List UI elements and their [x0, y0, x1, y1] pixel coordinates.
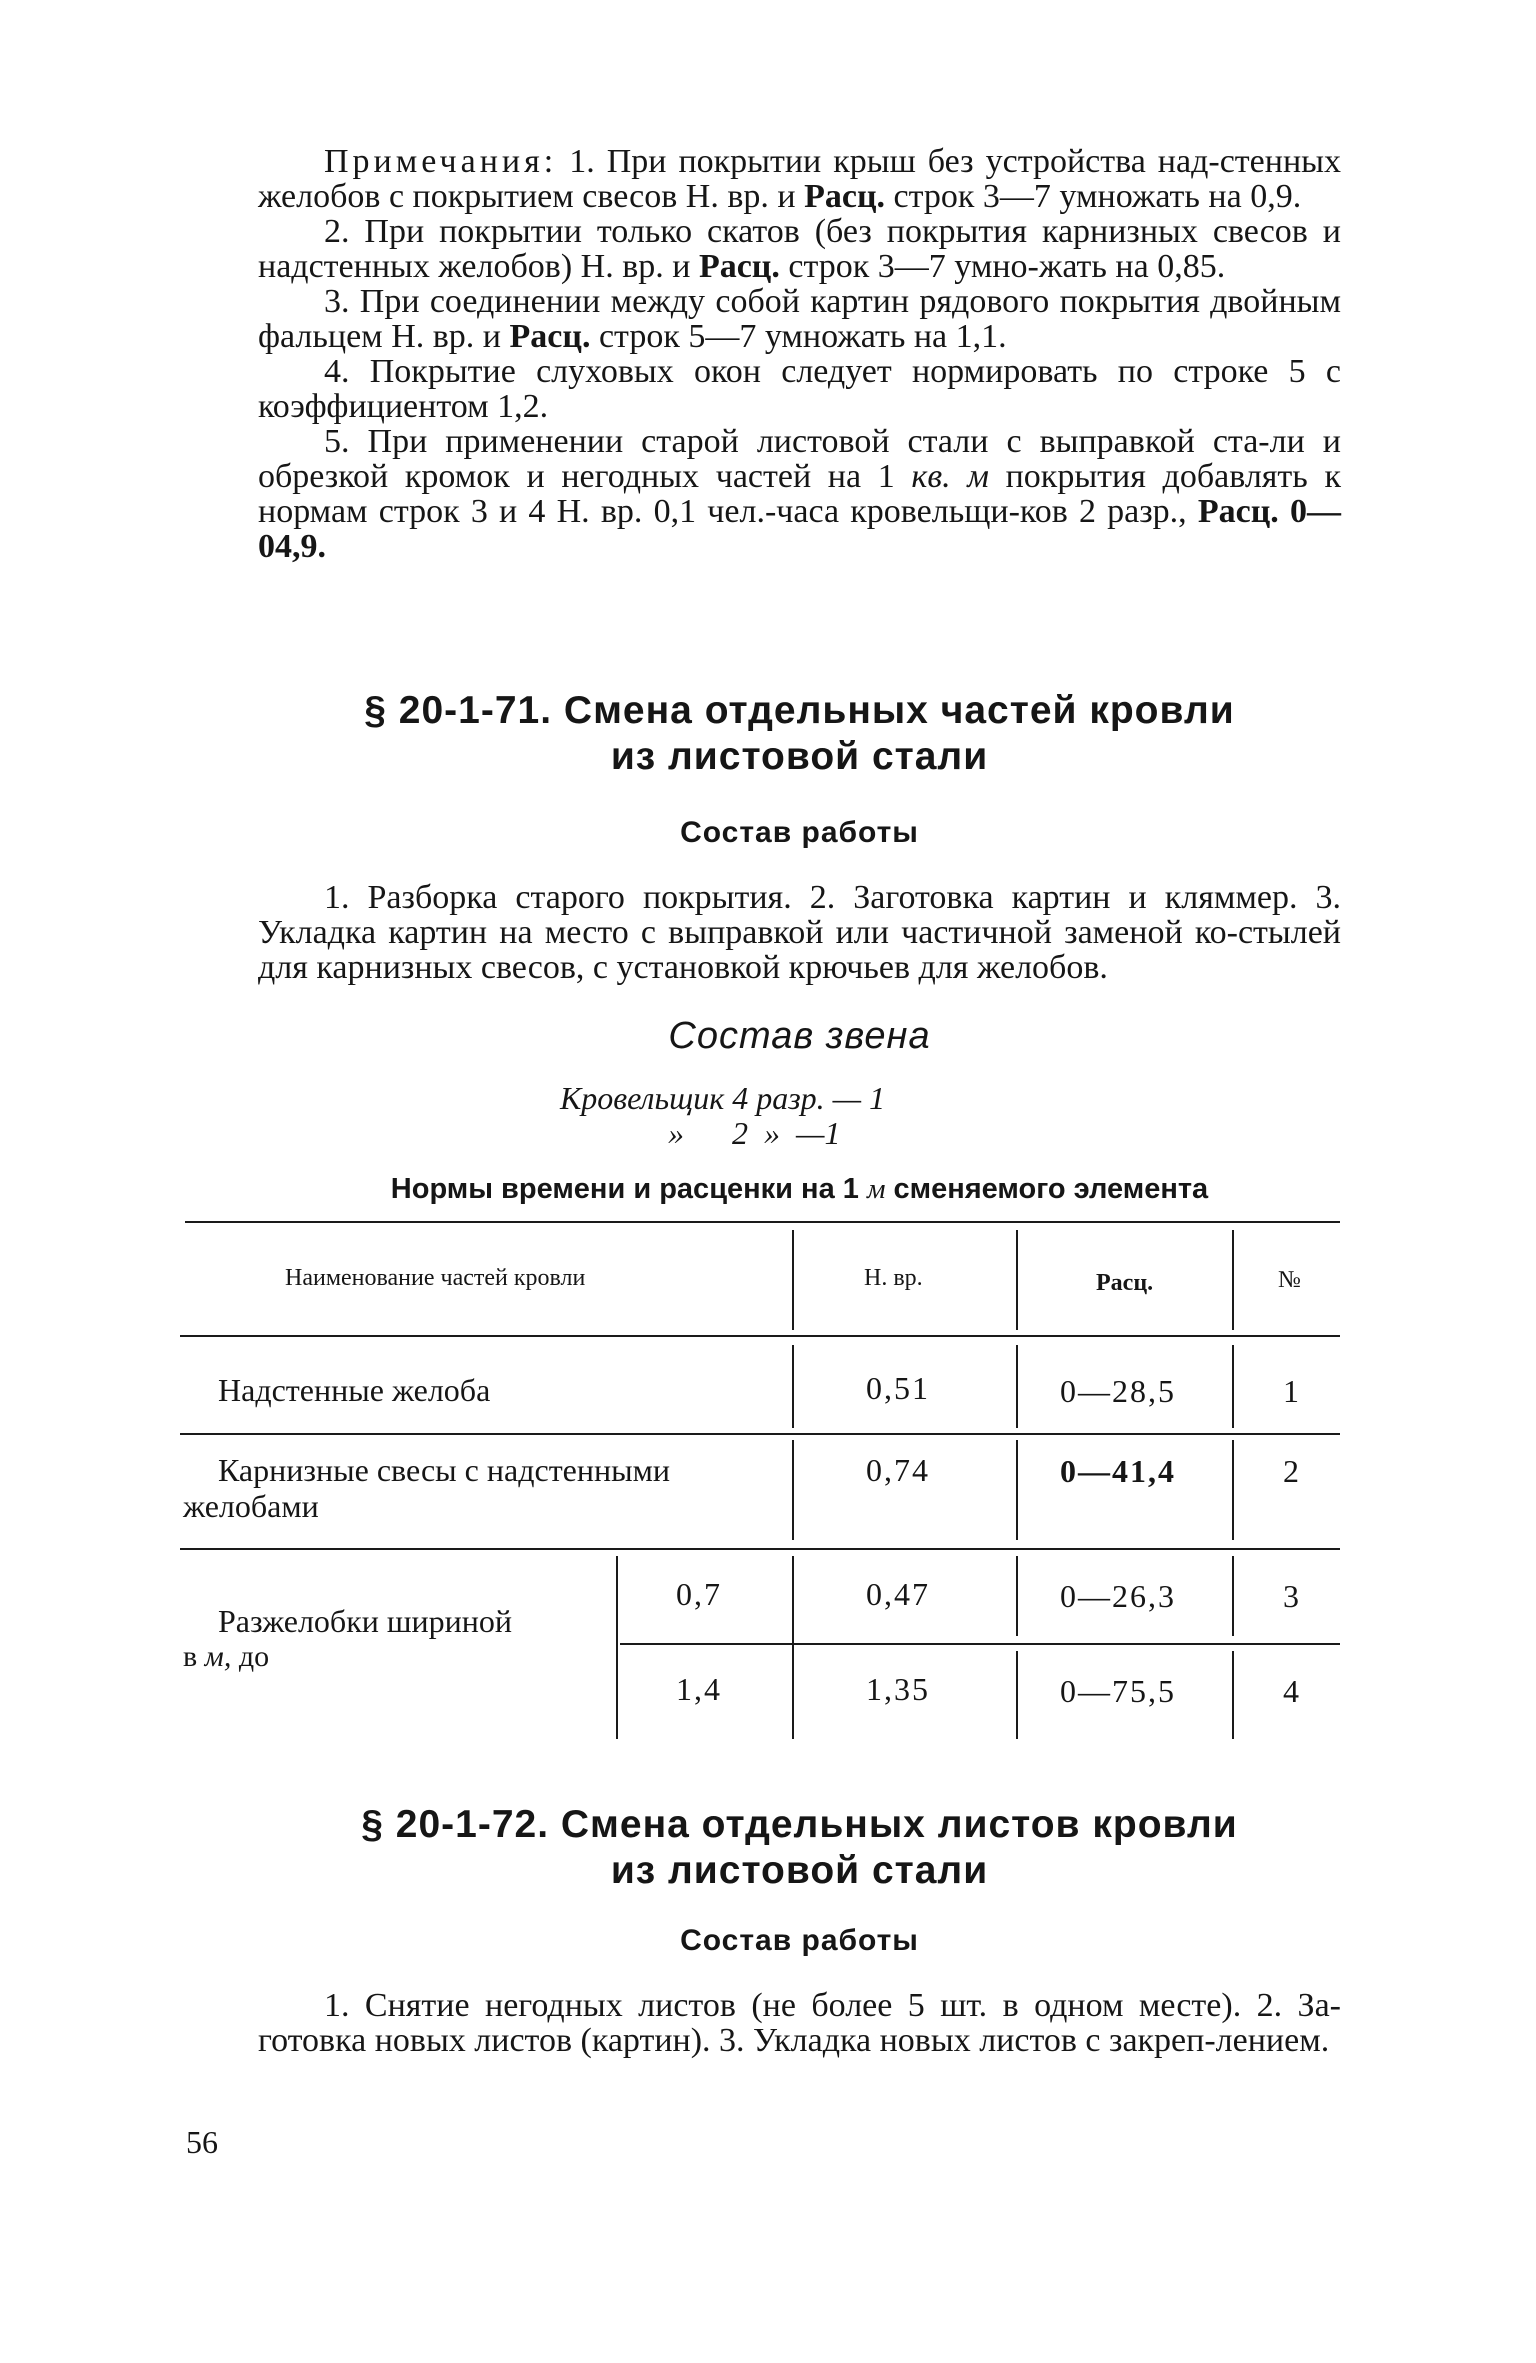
crew-line-2: » 2 » —1 [668, 1115, 841, 1151]
section-72-work-title: Состав работы [680, 1924, 919, 1957]
row-4-width: 1,4 [676, 1671, 722, 1707]
notes-label: Примечания: [324, 143, 558, 180]
section-72-heading: § 20-1-72. Смена отдельных листов кровли из листовой стали [361, 1803, 1238, 1892]
note-3: 3. При соединении между собой картин рядового покрытия двойным фальцем Н. вр. и Расц. строк 5—7 умножать на 1,1. [258, 283, 1341, 355]
header-name: Наименование частей кровли [285, 1265, 586, 1291]
note-2: 2. При покрытии только скатов (без покрытия карнизных свесов и надстенных желобов) Н. вр. и Расц. строк 3—7 умно-жать на 0,85. [258, 213, 1341, 285]
section-71-work-title: Состав работы [680, 816, 919, 849]
note-5: 5. При применении старой листовой стали с выправкой ста-ли и обрезкой кромок и негодных частей на 1 кв. м покрытия добавлять к нормам строк 3 и 4 Н. вр. 0,1 чел.-часа кровельщи-ков 2 разр., Расц. 0—04,9. [258, 423, 1342, 565]
page-number: 56 [186, 2124, 218, 2160]
row-2-no: 2 [1283, 1453, 1299, 1489]
section-71-heading: § 20-1-71. Смена отдельных частей кровли из листовой стали [364, 689, 1235, 778]
section-72-work-text: 1. Снятие негодных листов (не более 5 шт. в одном месте). 2. За-готовка новых листов (картин). 3. Укладка новых листов с закреп-лением. [258, 1987, 1341, 2059]
row-3-name-line2: в м, до [183, 1640, 270, 1673]
header-rate: Расц. [1096, 1270, 1154, 1296]
row-2-time: 0,74 [866, 1452, 930, 1488]
table-caption: Нормы времени и расценки на 1 м сменяемого элемента [390, 1173, 1209, 1205]
row-2-name-line1: Карнизные свесы с надстенными [218, 1452, 670, 1488]
header-bottom-rule [180, 1335, 1340, 1337]
section-71-work-text: 1. Разборка старого покрытия. 2. Заготовка картин и кляммер. 3. Укладка картин на место с выправкой или частичной заменой ко-стылей для карнизных свесов, с установкой крючьев для желобов. [258, 879, 1341, 986]
row-4-rate: 0—75,5 [1060, 1673, 1176, 1709]
row-1-no: 1 [1283, 1373, 1299, 1409]
row-4-no: 4 [1283, 1673, 1299, 1709]
header-no: № [1278, 1267, 1301, 1293]
note-1: Примечания: 1. При покрытии крыш без устройства над-стенных желобов с покрытием свесов Н. вр. и Расц. строк 3—7 умножать на 0,9. [258, 143, 1341, 215]
crew-line-1: Кровельщик 4 разр. — 1 [560, 1080, 886, 1116]
row-3-no: 3 [1283, 1578, 1299, 1614]
row-1-name: Надстенные желоба [218, 1372, 491, 1408]
row-1-time: 0,51 [866, 1370, 930, 1406]
row-2-name-line2: желобами [183, 1488, 319, 1524]
notes-block [258, 144, 1341, 564]
row-2-rate: 0—41,4 [1060, 1453, 1176, 1489]
note-4: 4. Покрытие слуховых окон следует нормировать по строке 5 с коэффициентом 1,2. [258, 353, 1341, 425]
row-3-rate: 0—26,3 [1060, 1578, 1176, 1614]
row-1-rate: 0—28,5 [1060, 1373, 1176, 1409]
row-3-name-line1: Разжелобки шириной [218, 1603, 513, 1639]
row-3-width: 0,7 [676, 1576, 722, 1612]
row-3-time: 0,47 [866, 1576, 930, 1612]
row-3-rule [620, 1643, 1340, 1645]
row-4-time: 1,35 [866, 1671, 930, 1707]
row-2-rule [180, 1548, 1340, 1550]
crew-title: Состав звена [668, 1015, 931, 1057]
table-top-rule [185, 1221, 1340, 1223]
header-time: Н. вр. [864, 1265, 923, 1291]
row-1-rule [180, 1433, 1340, 1435]
